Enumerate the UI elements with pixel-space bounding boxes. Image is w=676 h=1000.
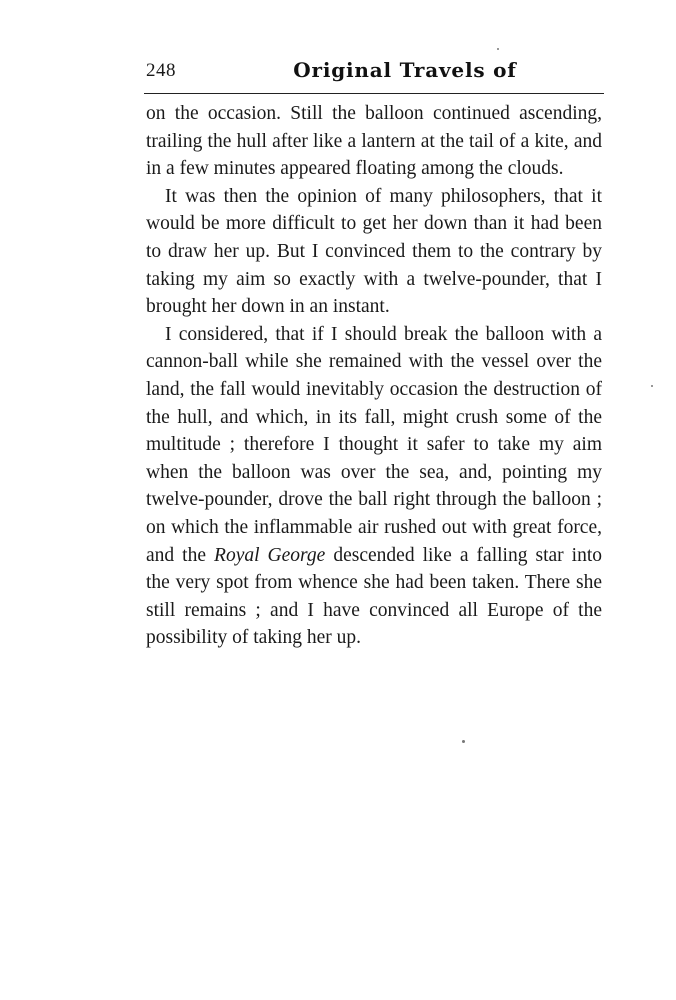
paragraph-1-text: on the occasion. Still the balloon continued ascending, trailing the hull after like a lantern at the tail of a kite, and in a few minutes appeared floating among the clouds.: [146, 103, 602, 180]
running-head: [146, 58, 602, 90]
running-head-title: Original Travels of: [293, 58, 517, 82]
paragraph-3-text-a: I considered, that if I should break the balloon with a cannon-ball while she remained with the vessel over the land, the fall would inevitably occasion the destruction of the hull, and which, in its fall, might crush some of the multitude ; therefore I thought it safer to take my aim when the balloon was over the sea, and, pointing my twelve-pounder, drove the ball right through the balloon ; on which the inflammable air rushed out with great force, and the: [146, 323, 602, 566]
header-rule: [144, 93, 604, 94]
paragraph-2-text: It was then the opinion of many philosophers, that it would be more difficult to get her down than it had been to draw her up. But I convinced them to the contrary by taking my aim so exactly with a twelve-pounder, that I brought her down in an instant.: [146, 185, 602, 318]
print-speck: [462, 740, 465, 743]
paragraph-3-text-b: descended like a falling star into the very spot from whence she had been taken. There she still remains ; and I have convinced all Europe of the possibility of taking her up.: [146, 544, 603, 649]
page-number: 248: [146, 60, 176, 81]
print-speck: [651, 385, 653, 387]
paragraph-3: [146, 321, 602, 652]
paragraph-1: [146, 100, 602, 183]
ship-name-italic: Royal George: [214, 544, 326, 566]
body-text: [146, 100, 602, 652]
paragraph-2: [146, 183, 602, 321]
print-speck: [497, 48, 499, 50]
